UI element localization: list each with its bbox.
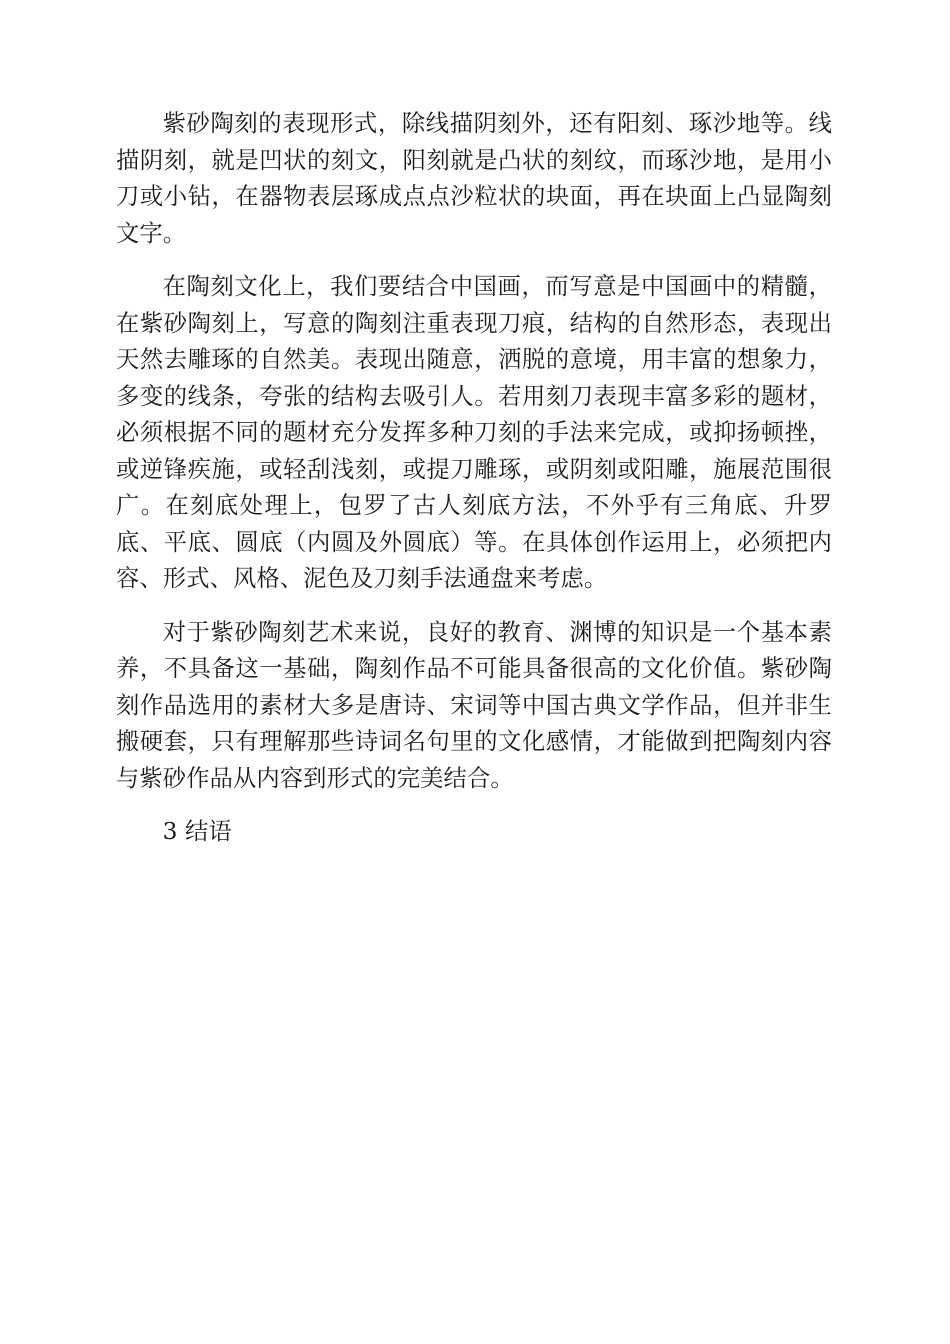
paragraph-carving-forms: 紫砂陶刻的表现形式，除线描阴刻外，还有阳刻、琢沙地等。线描阴刻，就是凹状的刻文，阳刻就是凸状的刻纹，而琢沙地，是用小刀或小钻，在器物表层琢成点点沙粒状的块面，再在块面上凸显陶刻文字。 bbox=[116, 110, 832, 247]
paragraph-cultural-literacy: 对于紫砂陶刻艺术来说，良好的教育、渊博的知识是一个基本素养，不具备这一基础，陶刻作品不可能具备很高的文化价值。紫砂陶刻作品选用的素材大多是唐诗、宋词等中国古典文学作品，但并非生搬硬套，只有理解那些诗词名句里的文化感情，才能做到把陶刻内容与紫砂作品从内容到形式的完美结合。 bbox=[116, 618, 832, 792]
paragraph-freehand-carving: 在陶刻文化上，我们要结合中国画，而写意是中国画中的精髓，在紫砂陶刻上，写意的陶刻注重表现刀痕，结构的自然形态，表现出天然去雕琢的自然美。表现出随意，洒脱的意境，用丰富的想象力，多变的线条，夸张的结构去吸引人。若用刻刀表现丰富多彩的题材，必须根据不同的题材充分发挥多种刀刻的手法来完成，或抑扬顿挫，或逆锋疾施，或轻刮浅刻，或提刀雕琢，或阴刻或阳雕，施展范围很广。在刻底处理上，包罗了古人刻底方法，不外乎有三角底、升罗底、平底、圆底（内圆及外圆底）等。在具体创作运用上，必须把内容、形式、风格、泥色及刀刻手法通盘来考虑。 bbox=[116, 273, 832, 592]
section-heading-conclusion: 3 结语 bbox=[162, 818, 232, 845]
document-body bbox=[116, 106, 832, 851]
